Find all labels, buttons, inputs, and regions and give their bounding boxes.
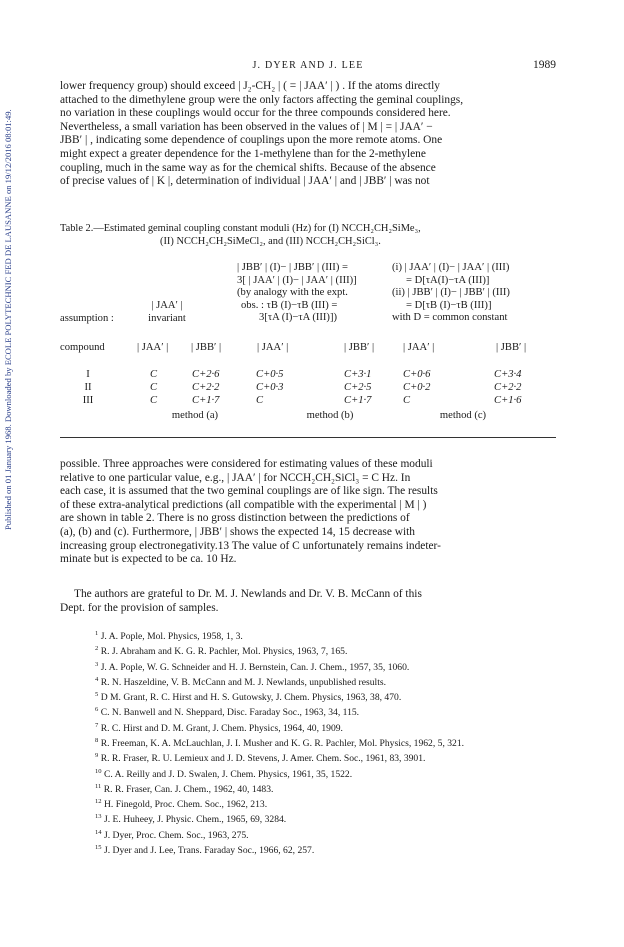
method-label-c: method (c) [439, 410, 487, 421]
reference-item: $^{12}$ H. Finegold, Proc. Chem. Soc., 1962, 213. [95, 798, 268, 811]
text-line: are shown in table 2. There is no gross distinction between the predictions of [60, 512, 410, 525]
col-header-b-bb: | JBB′ | [344, 342, 375, 353]
assumption-c-line: (i) | JAA′ | (I)− | JAA′ | (III) [392, 262, 510, 273]
compound-cell: II [84, 382, 92, 393]
assumption-a-line: | JAA′ | [151, 300, 183, 311]
text-line: might expect a greater dependence for the 1-methylene than for the 2-methylene [60, 147, 426, 160]
assumption-a [135, 300, 199, 325]
value-cell: C+0·3 [256, 382, 284, 393]
compound-header: compound [60, 342, 105, 353]
text-line: JBB′ | , indicating some dependence of couplings upon the more remote atoms. One [60, 134, 443, 147]
assumption-b-line: 3[ | JAA′ | (I)− | JAA′ | (III)] [237, 274, 357, 286]
assumption-b-line: 3[τA (I)−τA (III)]) [259, 312, 338, 324]
text-line: attached to the dimethylene group were the only factors affecting the geminal couplings, [60, 93, 464, 106]
assumption-a-line: invariant [148, 312, 186, 324]
value-cell: C+3·1 [344, 369, 372, 380]
value-cell: C+2·2 [192, 382, 220, 393]
reference-item: $^1$ J. A. Pople, Mol. Physics, 1958, 1, 3. [95, 630, 243, 643]
value-cell: C+0·6 [403, 369, 431, 380]
reference-item: $^{13}$ J. E. Huheey, J. Physic. Chem., 1965, 69, 3284. [95, 813, 287, 826]
col-header-a-bb: | JBB′ | [191, 342, 222, 353]
table-caption-line: Table 2.—Estimated geminal coupling constant moduli (Hz) for (I) NCCH₂CH₂SiMe₃, [60, 223, 421, 234]
value-cell: C [150, 369, 158, 380]
reference-item: $^7$ R. C. Hirst and D. M. Grant, J. Chem. Physics, 1964, 40, 1909. [95, 721, 343, 734]
assumption-label: assumption : [60, 313, 114, 324]
running-title: J. DYER AND J. LEE [252, 60, 364, 71]
reference-list [95, 628, 565, 857]
assumption-c-line: with D = common constant [392, 312, 508, 324]
table-divider [60, 437, 556, 438]
value-cell: C+0·2 [403, 382, 431, 393]
text-line: lower frequency group) should exceed | J₂-CH₂ | ( = | JAA′ | ) . If the atoms directly [60, 80, 440, 92]
table-caption-line: (II) NCCH₂CH₂SiMeCl₂, and (III) NCCH₂CH₂SiCl₃. [160, 236, 381, 247]
running-header [60, 60, 556, 74]
page-number: 1989 [533, 59, 556, 71]
value-cell: C+1·7 [344, 395, 372, 406]
text-line: possible. Three approaches were considered for estimating values of these moduli [60, 458, 433, 470]
value-cell: C+3·4 [494, 369, 522, 380]
value-cell: C [150, 395, 158, 406]
assumption-b-line: (by analogy with the expt. [237, 287, 348, 299]
reference-item: $^{11}$ R. R. Fraser, Can. J. Chem., 1962, 40, 1483. [95, 782, 274, 795]
reference-item: $^3$ J. A. Pople, W. G. Schneider and H. J. Bernstein, Can. J. Chem., 1957, 35, 1060. [95, 660, 410, 673]
text-line: of these extra-analytical predictions (all compatible with the experimental | M | ) [60, 498, 427, 511]
assumption-c-line: = D[τB (I)−τB (III)] [406, 299, 492, 311]
text-line: relative to one particular value, e.g., | JAA′ | for NCCH₂CH₂SiCl₃ = C Hz. In [60, 471, 411, 484]
method-label-a: method (a) [171, 410, 219, 421]
reference-item: $^{15}$ J. Dyer and J. Lee, Trans. Faraday Soc., 1966, 62, 257. [95, 843, 315, 857]
value-cell: C+1·7 [192, 395, 220, 406]
assumption-b-line: | JBB′ | (I)− | JBB′ | (III) = [237, 262, 348, 273]
acknowledgement [60, 588, 556, 615]
text-line: each case, it is assumed that the two geminal couplings are of like sign. The results [60, 485, 438, 498]
col-header-c-aa: | JAA′ | [403, 342, 435, 353]
reference-item: $^{10}$ C. A. Reilly and J. D. Swalen, J. Chem. Physics, 1961, 35, 1522. [95, 767, 353, 780]
value-cell: C+2·2 [494, 382, 522, 393]
value-cell: C [150, 382, 158, 393]
reference-item: $^{14}$ J. Dyer, Proc. Chem. Soc., 1963, 275. [95, 828, 249, 841]
assumption-b-line: obs. : τB (I)−τB (III) = [241, 299, 338, 311]
value-cell: C+2·5 [344, 382, 372, 393]
method-label-b: method (b) [306, 410, 354, 421]
reference-item: $^2$ R. J. Abraham and K. G. R. Pachler, Mol. Physics, 1963, 7, 165. [95, 645, 348, 658]
text-line: minate but is expected to be ca. 10 Hz. [60, 553, 237, 566]
compound-cell: III [82, 395, 94, 406]
value-cell: C [403, 395, 411, 406]
text-line: no variation in these couplings would occur for the three compounds considered here. [60, 107, 451, 120]
col-header-a-aa: | JAA′ | [137, 342, 169, 353]
text-line: Nevertheless, a small variation has been observed in the values of | M | = | JAA′ − [60, 120, 433, 133]
assumption-b [237, 262, 357, 325]
value-cell: C+1·6 [494, 395, 522, 406]
reference-item: $^6$ C. N. Banwell and N. Sheppard, Disc. Faraday Soc., 1963, 34, 115. [95, 706, 360, 719]
reference-item: $^8$ R. Freeman, K. A. McLauchlan, J. I. Musher and K. G. R. Pachler, Mol. Physics, 1962, 5, 321. [95, 736, 465, 750]
text-line: increasing group electronegativity.13 The value of C unfortunately remains indeter- [60, 539, 441, 552]
text-line: coupling, much in the same way as for the chemical shifts. Because of the absence [60, 161, 436, 174]
reference-item: $^4$ R. N. Haszeldine, V. B. McCann and M. J. Newlands, unpublished results. [95, 675, 387, 689]
download-notice-sidebar: Published on 01 January 1968. Downloaded by ECOLE POLYTECHNIC FED DE LAUSANNE on 19/12/2016 08:01:49. [3, 109, 13, 531]
compound-cell: I [86, 369, 90, 380]
paragraph-1 [60, 80, 556, 189]
value-cell: C+2·6 [192, 369, 220, 380]
reference-item: $^9$ R. R. Fraser, R. U. Lemieux and J. D. Stevens, J. Amer. Chem. Soc., 1961, 83, 3901. [95, 752, 426, 765]
assumption-c [392, 262, 510, 325]
assumption-c-line: = D[τA(I)−τA (III)] [406, 274, 490, 286]
col-header-b-aa: | JAA′ | [257, 342, 289, 353]
text-line: Dept. for the provision of samples. [60, 601, 219, 614]
reference-item: $^5$ D M. Grant, R. C. Hirst and H. S. Gutowsky, J. Chem. Physics, 1963, 38, 470. [95, 691, 402, 704]
col-header-c-bb: | JBB′ | [496, 342, 527, 353]
value-cell: C [256, 395, 264, 406]
assumption-c-line: (ii) | JBB′ | (I)− | JBB′ | (III) [392, 287, 510, 299]
value-cell: C+0·5 [256, 369, 284, 380]
paragraph-2 [60, 458, 556, 567]
text-line: of precise values of | K |, determination of individual | JAA′ | and | JBB′ | was not [60, 175, 430, 188]
table-caption [60, 222, 556, 248]
text-line: (a), (b) and (c). Furthermore, | JBB′ | shows the expected 14, 15 decrease with [60, 525, 415, 538]
text-line: The authors are grateful to Dr. M. J. Newlands and Dr. V. B. McCann of this [74, 588, 422, 600]
